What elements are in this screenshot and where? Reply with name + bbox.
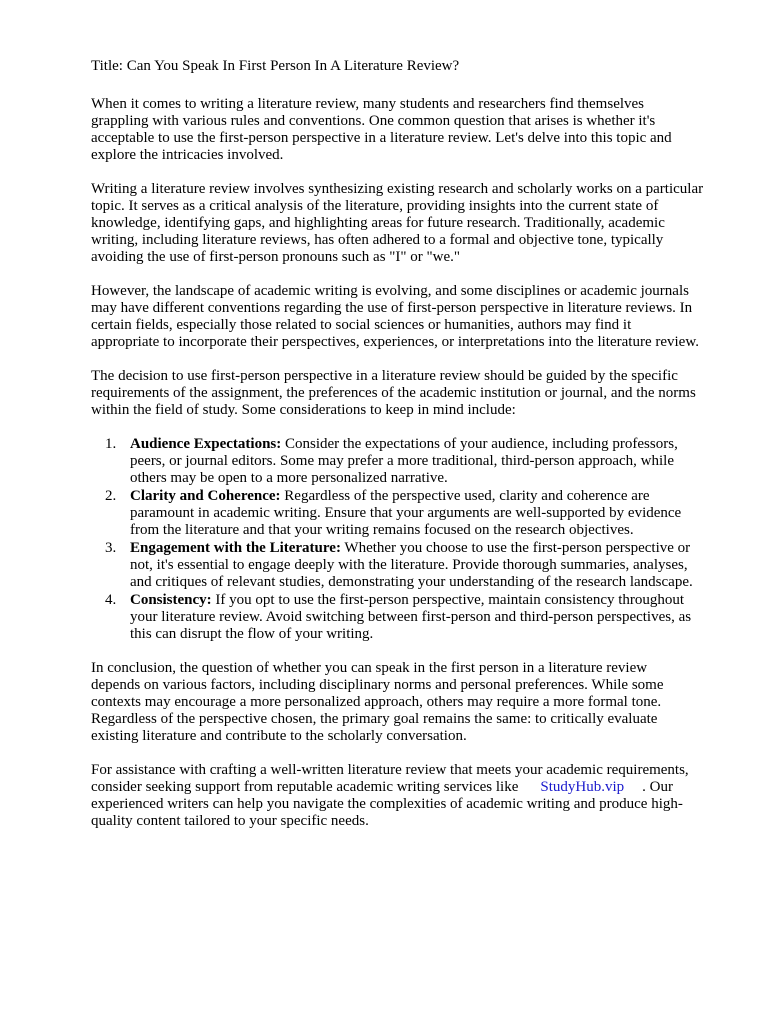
document-page <box>91 58 761 847</box>
paragraph-closing <box>91 762 761 830</box>
list-item <box>105 436 761 487</box>
paragraph-line: contexts may encourage a more personalized approach, others may require a more formal tone. <box>91 694 662 710</box>
list-item-heading: Audience Expectations: <box>130 436 282 452</box>
paragraph-line: requirements of the assignment, the preferences of the academic institution or journal, and the norms <box>91 385 696 401</box>
list-item-line: paramount in academic writing. Ensure that your arguments are well-supported by evidence <box>130 505 682 521</box>
paragraph-line: explore the intricacies involved. <box>91 147 284 163</box>
paragraph-line: may have different conventions regarding the use of first-person perspective in literature reviews. In <box>91 300 693 316</box>
list-item-text: Regardless of the perspective used, clarity and coherence are <box>280 488 650 504</box>
paragraph-line: depends on various factors, including disciplinary norms and personal preferences. While some <box>91 677 664 693</box>
closing-text: . Our <box>642 779 673 795</box>
list-item <box>105 592 761 643</box>
paragraph-line: grappling with various rules and conventions. One common question that arises is whether it's <box>91 113 656 129</box>
paragraph-line: Writing a literature review involves synthesizing existing research and scholarly works on a particular <box>91 181 704 197</box>
paragraph-line: However, the landscape of academic writing is evolving, and some disciplines or academic journals <box>91 283 689 299</box>
closing-text: consider seeking support from reputable academic writing services like <box>91 779 519 795</box>
document-title: Title: Can You Speak In First Person In A Literature Review? <box>91 58 460 74</box>
list-item-line: this can disrupt the flow of your writing. <box>130 626 374 642</box>
paragraph-line: knowledge, identifying gaps, and highlighting areas for future research. Traditionally, academic <box>91 215 665 231</box>
studyhub-link[interactable]: StudyHub.vip <box>540 779 625 795</box>
paragraph-line: within the field of study. Some considerations to keep in mind include: <box>91 402 516 418</box>
paragraph-evolving <box>91 283 761 351</box>
list-item-line: your literature review. Avoid switching between first-person and third-person perspectives, as <box>130 609 692 625</box>
paragraph-line: topic. It serves as a critical analysis of the literature, providing insights into the current state of <box>91 198 659 214</box>
paragraph-line: quality content tailored to your specific needs. <box>91 813 369 829</box>
paragraph-line: When it comes to writing a literature review, many students and researchers find themselves <box>91 96 645 112</box>
list-item-line: peers, or journal editors. Some may prefer a more traditional, third-person approach, while <box>130 453 674 469</box>
list-item <box>105 540 761 591</box>
paragraph-line: writing, including literature reviews, has often adhered to a formal and objective tone, typically <box>91 232 664 248</box>
considerations-list <box>91 436 761 643</box>
list-item <box>105 488 761 539</box>
paragraph-line: In conclusion, the question of whether you can speak in the first person in a literature review <box>91 660 648 676</box>
list-item-heading: Engagement with the Literature: <box>130 540 341 556</box>
paragraph-line: For assistance with crafting a well-written literature review that meets your academic requirements, <box>91 762 689 778</box>
list-item-number: 1. <box>105 436 117 452</box>
list-item-line: not, it's essential to engage deeply with the literature. Provide thorough summaries, analyses, <box>130 557 688 573</box>
paragraph-decision <box>91 368 761 419</box>
list-item-line: others may be open to a more personalized narrative. <box>130 470 448 486</box>
paragraph-line <box>91 779 761 796</box>
paragraph-intro <box>91 96 761 164</box>
paragraph-conclusion <box>91 660 761 745</box>
paragraph-line: certain fields, especially those related to social sciences or humanities, authors may find it <box>91 317 632 333</box>
list-item-number: 4. <box>105 592 117 608</box>
list-item-line: and critiques of relevant studies, demonstrating your understanding of the research landscape. <box>130 574 693 590</box>
list-item-text: Whether you choose to use the first-person perspective or <box>340 540 691 556</box>
list-item-number: 2. <box>105 488 117 504</box>
list-item-line: from the literature and that your writing remains focused on the research objectives. <box>130 522 634 538</box>
paragraph-line: acceptable to use the first-person perspective in a literature review. Let's delve into this topic and <box>91 130 672 146</box>
paragraph-line: experienced writers can help you navigate the complexities of academic writing and produce high- <box>91 796 683 812</box>
list-item-number: 3. <box>105 540 117 556</box>
list-item-text: If you opt to use the first-person perspective, maintain consistency throughout <box>211 592 685 608</box>
paragraph-background <box>91 181 761 266</box>
list-item-heading: Clarity and Coherence: <box>130 488 281 504</box>
paragraph-line: existing literature and contribute to the scholarly conversation. <box>91 728 467 744</box>
paragraph-line: appropriate to incorporate their perspectives, experiences, or interpretations into the literature review. <box>91 334 699 350</box>
list-item-text: Consider the expectations of your audience, including professors, <box>281 436 678 452</box>
paragraph-line: The decision to use first-person perspective in a literature review should be guided by the specific <box>91 368 678 384</box>
list-item-heading: Consistency: <box>130 592 212 608</box>
paragraph-line: avoiding the use of first-person pronouns such as "I" or "we." <box>91 249 461 265</box>
paragraph-line: Regardless of the perspective chosen, the primary goal remains the same: to critically evaluate <box>91 711 658 727</box>
